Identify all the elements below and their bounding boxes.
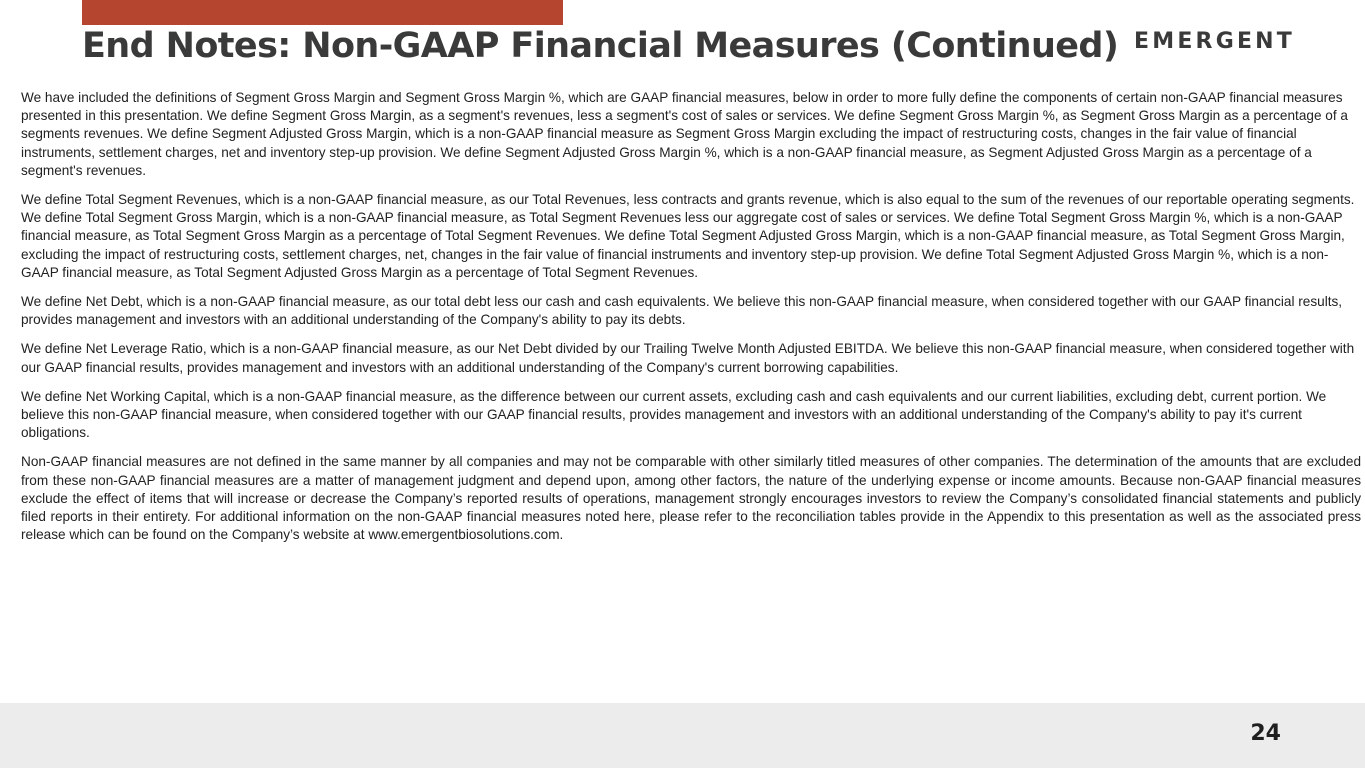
paragraph-non-gaap-disclaimer: Non-GAAP financial measures are not defined in the same manner by all companies and may not be comparable with other similarly titled measures of other companies. The determination of the amounts that are excluded from these non-GAAP financial measures are a matter of management judgment and depend upon, among other factors, the nature of the underlying expense or income amounts. Because non-GAAP financial measures exclude the effect of items that will increase or decrease the Company’s reported results of operations, management strongly encourages investors to review the Company’s consolidated financial statements and publicly filed reports in their entirety. For additional information on the non-GAAP financial measures noted here, please refer to the reconciliation tables provide in the Appendix to this presentation as well as the associated press release which can be found on the Company’s website at www.emergentbiosolutions.com. bbox=[21, 454, 1361, 543]
company-logo bbox=[1134, 28, 1309, 54]
paragraph-net-leverage-ratio: We define Net Leverage Ratio, which is a non-GAAP financial measure, as our Net Debt divided by our Trailing Twelve Month Adjusted EBITDA. We believe this non-GAAP financial measure, when considered together with our GAAP financial results, provides management and investors with an additional understanding of the Company's current borrowing capabilities. bbox=[21, 341, 1355, 375]
paragraph-segment-gross-margin: We have included the definitions of Segment Gross Margin and Segment Gross Margin %, which are GAAP financial measures, below in order to more fully define the components of certain non-GAAP financial measures presented in this presentation. We define Segment Gross Margin, as a segment's revenues, less a segment's cost of sales or services. We define Segment Gross Margin %, as Segment Gross Margin as a percentage of a segments revenues. We define Segment Adjusted Gross Margin, which is a non-GAAP financial measure as Segment Gross Margin excluding the impact of restructuring costs, changes in the fair value of financial instruments, settlement charges, net and inventory step-up provision. We define Segment Adjusted Gross Margin %, which is a non-GAAP financial measure, as Segment Adjusted Gross Margin as a percentage of a segment's revenues. bbox=[21, 90, 1348, 178]
paragraph-total-segment-revenues: We define Total Segment Revenues, which is a non-GAAP financial measure, as our Total Revenues, less contracts and grants revenue, which is also equal to the sum of the revenues of our reportable operating segments. We define Total Segment Gross Margin, which is a non-GAAP financial measure, as Total Segment Revenues less our aggregate cost of sales or services. We define Total Segment Gross Margin %, which is a non-GAAP financial measure, as Total Segment Gross Margin as a percentage of Total Segment Revenues. We define Total Segment Adjusted Gross Margin, which is a non-GAAP financial measure, as Total Segment Gross Margin, excluding the impact of restructuring costs, settlement charges, net, changes in the fair value of financial instruments and inventory step-up provision. We define Total Segment Adjusted Gross Margin %, which is a non-GAAP financial measure, as Total Segment Adjusted Gross Margin as a percentage of Total Segment Revenues. bbox=[21, 192, 1355, 280]
end-notes-body bbox=[21, 89, 1361, 555]
footer-bar bbox=[0, 703, 1365, 768]
header-accent-bar bbox=[82, 0, 563, 25]
logo-text: EMERGENT bbox=[1134, 28, 1295, 54]
paragraph-net-debt: We define Net Debt, which is a non-GAAP financial measure, as our total debt less our cash and cash equivalents. We believe this non-GAAP financial measure, when considered together with our GAAP financial results, provides management and investors with an additional understanding of the Company's ability to pay its debts. bbox=[21, 294, 1343, 328]
page-title: End Notes: Non-GAAP Financial Measures (Continued) bbox=[82, 26, 1119, 66]
paragraph-net-working-capital: We define Net Working Capital, which is a non-GAAP financial measure, as the difference between our current assets, excluding cash and cash equivalents and our current liabilities, excluding debt, current portion. We believe this non-GAAP financial measure, when considered together with our GAAP financial results, provides management and investors with an additional understanding of the Company's ability to pay it's current obligations. bbox=[21, 388, 1327, 441]
page-number: 24 bbox=[1250, 721, 1281, 746]
